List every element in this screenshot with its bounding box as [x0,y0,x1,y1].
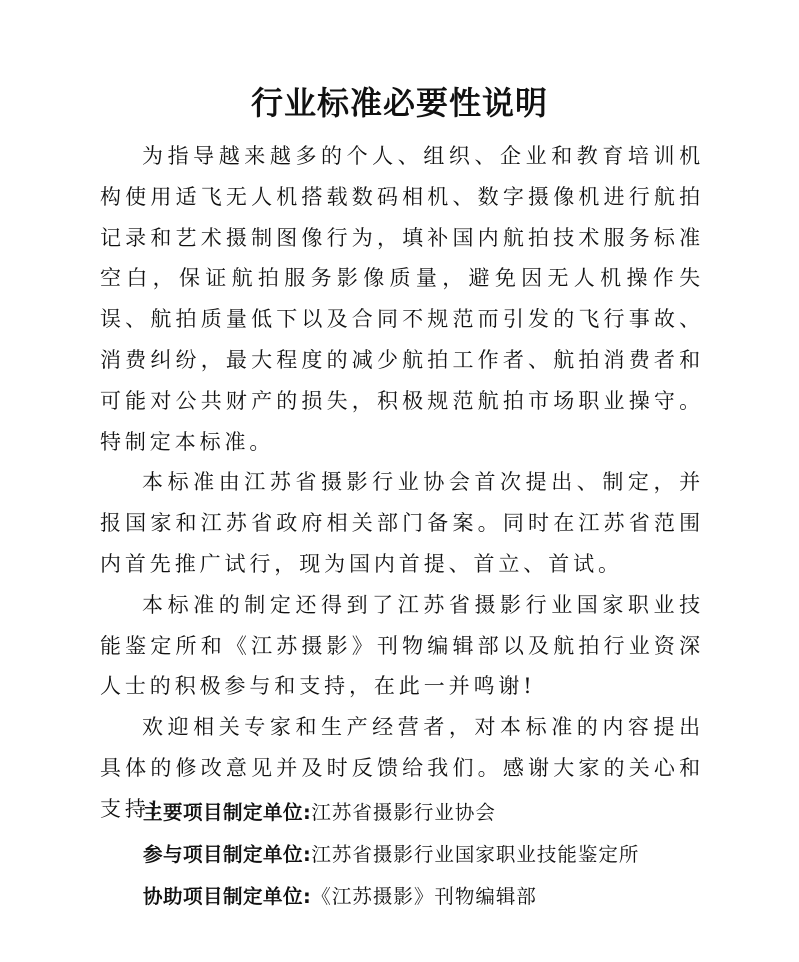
paragraph-acknowledgement: 本标准的制定还得到了江苏省摄影行业国家职业技能鉴定所和《江苏摄影》刊物编辑部以及航拍行业资深人士的积极参与和支持，在此一并鸣谢! [100,592,704,699]
unit-row-assisting [143,876,763,918]
unit-value: 江苏省摄影行业国家职业技能鉴定所 [311,843,640,866]
paragraph-origin: 本标准由江苏省摄影行业协会首次提出、制定，并报国家和江苏省政府相关部门备案。同时在江苏省范围内首先推广试行，现为国内首提、首立、首试。 [100,470,704,576]
unit-label: 主要项目制定单位: [143,801,312,824]
unit-label: 参与项目制定单位: [143,843,312,866]
unit-value: 《江苏摄影》刊物编辑部 [311,885,537,908]
unit-row-participating [143,834,763,876]
paragraph-feedback: 欢迎相关专家和生产经营者，对本标准的内容提出具体的修改意见并及时反馈给我们。感谢大家的关心和支持! [100,715,704,821]
document-title: 行业标准必要性说明 [250,84,548,123]
unit-row-main [143,792,763,834]
unit-label: 协助项目制定单位: [143,885,312,908]
drafting-units [143,792,763,918]
unit-value: 江苏省摄影行业协会 [311,801,496,824]
document-body [100,136,704,830]
paragraph-purpose: 为指导越来越多的个人、组织、企业和教育培训机构使用适飞无人机搭载数码相机、数字摄像机进行航拍记录和艺术摄制图像行为，填补国内航拍技术服务标准空白，保证航拍服务影像质量，避免因无人机操作失误、航拍质量低下以及合同不规范而引发的飞行事故、消费纠纷，最大程度的减少航拍工作者、航拍消费者和可能对公共财产的损失，积极规范航拍市场职业操守。特制定本标准。 [100,144,704,454]
